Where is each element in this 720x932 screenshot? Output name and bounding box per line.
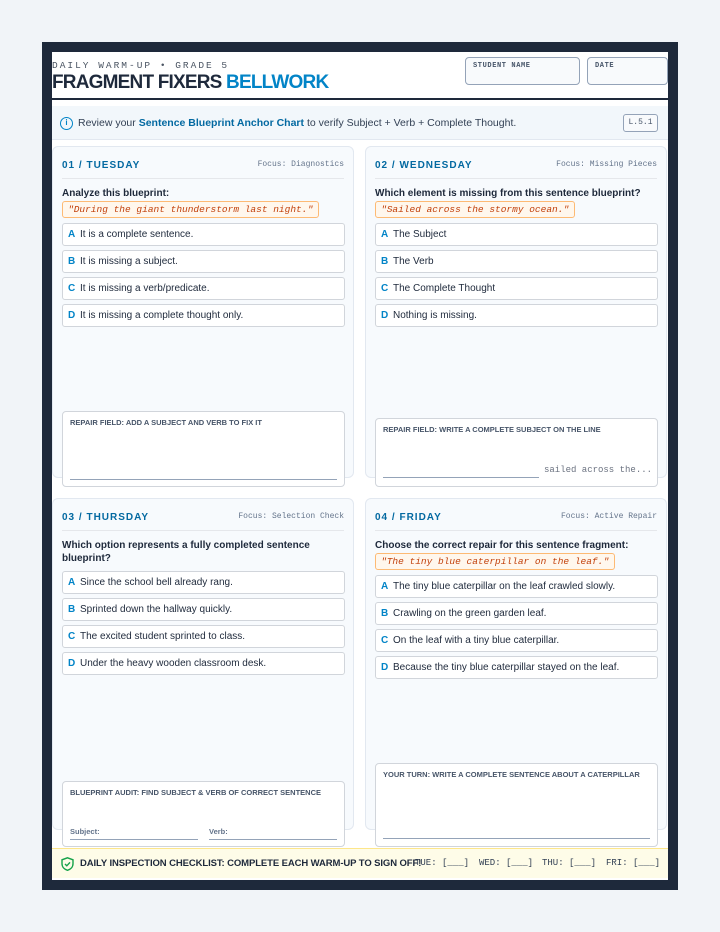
subject-line[interactable] [70, 839, 198, 840]
sentence-quote: "The tiny blue caterpillar on the leaf." [375, 553, 615, 570]
worksheet-frame [42, 42, 678, 890]
sentence-quote: "Sailed across the stormy ocean." [375, 201, 575, 218]
option-text: Crawling on the green garden leaf. [393, 608, 547, 619]
option-letter: D [381, 310, 389, 321]
option-letter: B [381, 608, 389, 619]
anchor-chart-link[interactable]: Sentence Blueprint Anchor Chart [138, 117, 305, 129]
option-c[interactable] [375, 277, 658, 300]
option-b[interactable] [375, 602, 658, 625]
option-letter: A [381, 229, 389, 240]
focus-label: Focus: Missing Pieces [556, 160, 657, 169]
page-title [52, 72, 328, 94]
option-letter: D [68, 310, 76, 321]
option-b[interactable] [375, 250, 658, 273]
option-letter: A [68, 577, 76, 588]
inspection-checklist [52, 848, 668, 878]
day-label: 03 / THURSDAY [62, 512, 150, 523]
signoff-thursday[interactable]: THU: [___] [542, 858, 597, 868]
info-bar [52, 106, 668, 140]
question-text: Which element is missing from this sentence blueprint? [375, 188, 641, 199]
option-c[interactable] [62, 625, 345, 648]
blueprint-audit-field [62, 781, 345, 847]
subject-label: Subject: [70, 827, 100, 836]
repair-field[interactable] [375, 418, 658, 487]
day-label: 01 / TUESDAY [62, 160, 141, 171]
option-letter: A [381, 581, 389, 592]
checklist-text: DAILY INSPECTION CHECKLIST: COMPLETE EACH WARM-UP TO SIGN OFF! [80, 858, 422, 869]
question-text: Choose the correct repair for this sentence fragment: [375, 540, 629, 551]
sentence-hint: sailed across the... [544, 465, 653, 475]
answer-line[interactable] [70, 479, 337, 480]
day-card-wednesday [365, 146, 667, 478]
day-card-friday [365, 498, 667, 830]
option-text: The Subject [393, 229, 447, 240]
card-header [62, 507, 344, 531]
info-suffix: to verify Subject + Verb + Complete Thought. [306, 117, 517, 129]
date-field[interactable] [587, 57, 668, 85]
option-text: The excited student sprinted to class. [80, 631, 246, 642]
option-text: Under the heavy wooden classroom desk. [80, 658, 267, 669]
day-card-tuesday [52, 146, 354, 478]
day-label: 02 / WEDNESDAY [375, 160, 473, 171]
student-name-field[interactable] [465, 57, 580, 85]
repair-label: BLUEPRINT AUDIT: FIND SUBJECT & VERB OF CORRECT SENTENCE [70, 788, 321, 797]
option-text: It is missing a subject. [80, 256, 178, 267]
option-d[interactable] [375, 656, 658, 679]
option-text: Because the tiny blue caterpillar stayed on the leaf. [393, 662, 620, 673]
focus-label: Focus: Diagnostics [257, 160, 344, 169]
header [52, 52, 668, 100]
card-header [62, 155, 344, 179]
signoff-wednesday[interactable]: WED: [___] [479, 858, 534, 868]
header-kicker: DAILY WARM-UP • GRADE 5 [52, 60, 230, 71]
worksheet [52, 52, 668, 880]
option-a[interactable] [375, 575, 658, 598]
option-letter: B [68, 604, 76, 615]
info-text [78, 117, 516, 129]
date-label: DATE [595, 62, 615, 70]
option-text: Nothing is missing. [393, 310, 477, 321]
option-letter: C [68, 283, 76, 294]
option-c[interactable] [62, 277, 345, 300]
question-text: Analyze this blueprint: [62, 188, 170, 199]
option-d[interactable] [375, 304, 658, 327]
repair-field[interactable] [62, 411, 345, 487]
option-text: On the leaf with a tiny blue caterpillar. [393, 635, 560, 646]
option-letter: C [381, 635, 389, 646]
signoff-friday[interactable]: FRI: [___] [606, 858, 661, 868]
repair-label: REPAIR FIELD: WRITE A COMPLETE SUBJECT ON THE LINE [383, 425, 601, 434]
option-c[interactable] [375, 629, 658, 652]
option-letter: D [68, 658, 76, 669]
verb-line[interactable] [209, 839, 337, 840]
option-text: It is missing a verb/predicate. [80, 283, 210, 294]
option-letter: D [381, 662, 389, 673]
shield-check-icon [61, 857, 74, 871]
option-a[interactable] [62, 571, 345, 594]
repair-field[interactable] [375, 763, 658, 847]
option-letter: B [68, 256, 76, 267]
option-text: The Complete Thought [393, 283, 496, 294]
option-letter: B [381, 256, 389, 267]
option-text: The tiny blue caterpillar on the leaf crawled slowly. [393, 581, 616, 592]
repair-label: YOUR TURN: WRITE A COMPLETE SENTENCE ABOUT A CATERPILLAR [383, 770, 640, 779]
repair-label: REPAIR FIELD: ADD A SUBJECT AND VERB TO FIX IT [70, 418, 262, 427]
card-header [375, 507, 657, 531]
question-text: Which option represents a fully completed sentence blueprint? [62, 540, 310, 564]
option-a[interactable] [375, 223, 658, 246]
student-name-label: STUDENT NAME [473, 62, 531, 70]
info-prefix: Review your [78, 117, 136, 129]
option-b[interactable] [62, 250, 345, 273]
option-a[interactable] [62, 223, 345, 246]
option-text: The Verb [393, 256, 434, 267]
signoff-tuesday[interactable]: TUE: [___] [415, 858, 470, 868]
verb-label: Verb: [209, 827, 228, 836]
sentence-quote: "During the giant thunderstorm last night." [62, 201, 319, 218]
title-main: FRAGMENT FIXERS [52, 72, 222, 93]
answer-line[interactable] [383, 838, 650, 839]
option-letter: C [68, 631, 76, 642]
title-accent: BELLWORK [226, 72, 329, 93]
option-text: Since the school bell already rang. [80, 577, 233, 588]
card-header [375, 155, 657, 179]
option-b[interactable] [62, 598, 345, 621]
info-circle-icon: i [60, 117, 73, 130]
option-text: It is a complete sentence. [80, 229, 194, 240]
answer-line[interactable] [383, 477, 539, 478]
focus-label: Focus: Selection Check [238, 512, 344, 521]
day-card-thursday [52, 498, 354, 836]
focus-label: Focus: Active Repair [560, 512, 657, 521]
day-label: 04 / FRIDAY [375, 512, 442, 523]
standard-code-badge: L.5.1 [623, 114, 658, 132]
option-text: It is missing a complete thought only. [80, 310, 244, 321]
option-d[interactable] [62, 304, 345, 327]
option-letter: A [68, 229, 76, 240]
option-d[interactable] [62, 652, 345, 675]
option-text: Sprinted down the hallway quickly. [80, 604, 233, 615]
option-letter: C [381, 283, 389, 294]
